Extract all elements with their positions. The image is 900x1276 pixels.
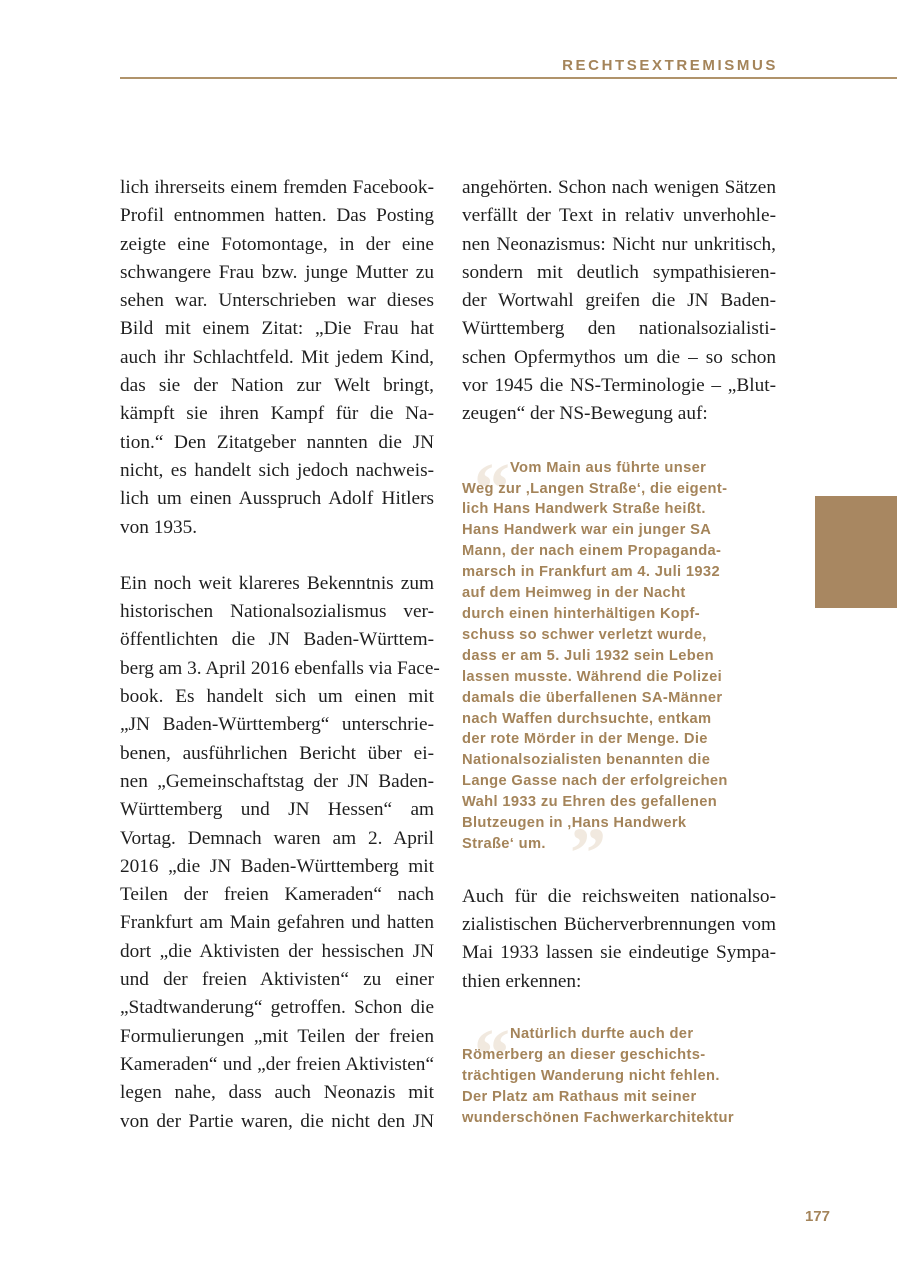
running-header: RECHTSEXTREMISMUS <box>562 57 778 74</box>
left-column <box>120 174 440 1136</box>
quote-line: Natürlich durfte auch der <box>510 1026 694 1043</box>
right-column <box>462 174 776 1129</box>
quote-line: schuss so schwer verletzt wurde, <box>462 626 707 643</box>
open-quote-mark-icon: “ <box>474 447 511 528</box>
text-line: Formulierungen „mit Teilen der freien <box>120 1025 434 1047</box>
text-line: „JN Baden-Württemberg“ unterschrie- <box>120 714 434 736</box>
text-line: lich um einen Ausspruch Adolf Hitlers <box>120 488 434 510</box>
block-quote <box>462 447 776 893</box>
quote-line: durch einen hinterhältigen Kopf- <box>462 606 701 623</box>
text-line: thien erkennen: <box>462 970 582 992</box>
text-line: „Stadtwanderung“ getroffen. Schon die <box>120 997 434 1019</box>
text-line: benen, ausführlichen Bericht über ei- <box>120 742 434 764</box>
text-line: Ein noch weit klareres Bekenntnis zum <box>120 572 434 594</box>
text-line: Frankfurt am Main gefahren und hatten <box>120 912 434 934</box>
quote-line: Blutzeugen in ‚Hans Handwerk <box>462 815 687 832</box>
body-paragraph <box>120 174 434 542</box>
quote-line: Lange Gasse nach der erfolgreichen <box>462 773 728 790</box>
text-line: nicht, es handelt sich jedoch nachweis- <box>120 459 434 481</box>
quote-line: lassen musste. Während die Polizei <box>462 668 723 685</box>
text-line: tion.“ Den Zitatgeber nannten die JN <box>120 431 434 453</box>
chapter-side-tab <box>815 496 897 608</box>
text-line: Württemberg und JN Hessen“ am <box>120 799 434 821</box>
text-line: der Wortwahl greifen die JN Baden- <box>462 290 776 312</box>
text-line: vor 1945 die NS-Terminologie – „Blut- <box>462 375 776 397</box>
text-line: von 1935. <box>120 516 198 538</box>
text-line: Mai 1933 lassen sie eindeutige Sympa- <box>462 942 776 964</box>
text-line: dort „die Aktivisten der hessischen JN <box>120 940 434 962</box>
quote-line: der rote Mörder in der Menge. Die <box>462 731 708 748</box>
quote-line: marsch in Frankfurt am 4. Juli 1932 <box>462 564 720 581</box>
text-line: nen „Gemeinschaftstag der JN Baden- <box>120 770 434 792</box>
text-line: sondern mit deutlich sympathisieren- <box>462 261 776 283</box>
text-line: Profil entnommen hatten. Das Posting <box>120 205 434 227</box>
quote-line: damals die überfallenen SA-Männer <box>462 689 723 706</box>
text-line: Württemberg den nationalsozialisti- <box>462 318 776 340</box>
text-line: zeigte eine Fotomontage, in der eine <box>120 233 434 255</box>
quote-line: Nationalsozialisten benannten die <box>462 752 711 769</box>
text-line: legen nahe, dass auch Neonazis mit <box>120 1082 434 1104</box>
text-line: öffentlichten die JN Baden-Württem- <box>120 629 434 651</box>
text-line: kämpft sie ihren Kampf für die Na- <box>120 403 434 425</box>
quote-line: trächtigen Wanderung nicht fehlen. <box>462 1067 720 1084</box>
quote-line: Weg zur ‚Langen Straße‘, die eigent- <box>462 480 728 497</box>
text-line: zialistischen Bücherverbrennungen vom <box>462 914 776 936</box>
quote-line: nach Waffen durchsuchte, entkam <box>462 710 712 727</box>
text-line: Bild mit einem Zitat: „Die Frau hat <box>120 318 434 340</box>
text-line: lich ihrerseits einem fremden Facebook- <box>120 177 434 198</box>
quote-line: dass er am 5. Juli 1932 sein Leben <box>462 647 714 664</box>
text-line: schen Opfermythos um die – so schon <box>462 346 776 368</box>
quote-line: Hans Handwerk war ein junger SA <box>462 522 712 539</box>
text-line: sehen war. Unterschrieben war dieses <box>120 290 434 312</box>
body-paragraph <box>462 883 776 996</box>
quote-line: auf dem Heimweg in der Nacht <box>462 585 686 602</box>
open-quote-mark-icon: “ <box>474 1014 511 1095</box>
text-line: 2016 „die JN Baden-Württemberg mit <box>120 855 434 877</box>
text-line: Vortag. Demnach waren am 2. April <box>120 827 434 849</box>
text-line: und der freien Aktivisten“ zu einer <box>120 969 434 991</box>
body-paragraph <box>462 174 776 429</box>
page-number: 177 <box>804 1208 830 1225</box>
quote-line: Mann, der nach einem Propaganda- <box>462 543 722 560</box>
text-line: von der Partie waren, die nicht den JN <box>120 1110 434 1132</box>
header-rule <box>120 77 897 79</box>
quote-line: wunderschönen Fachwerkarchitektur <box>462 1109 734 1126</box>
text-line: das sie der Nation zur Welt bringt, <box>120 375 434 397</box>
text-line: schwangere Frau bzw. junge Mutter zu <box>120 261 434 283</box>
quote-line: Wahl 1933 zu Ehren des gefallenen <box>462 794 718 811</box>
body-paragraph <box>120 570 440 1136</box>
quote-line: Römerberg an dieser geschichts- <box>462 1046 706 1063</box>
text-line: angehörten. Schon nach wenigen Sätzen <box>462 177 776 198</box>
text-line: berg am 3. April 2016 ebenfalls via Face- <box>120 657 440 679</box>
text-line: auch ihr Schlachtfeld. Mit jedem Kind, <box>120 346 434 368</box>
text-line: Auch für die reichsweiten nationalso- <box>462 885 776 907</box>
text-line: zeugen“ der NS-Bewegung auf: <box>462 403 708 425</box>
text-line: book. Es handelt sich um einen mit <box>120 686 434 708</box>
block-quote <box>462 1014 776 1129</box>
text-line: nen Neonazismus: Nicht nur unkritisch, <box>462 233 776 255</box>
text-line: Kameraden“ und „der freien Aktivisten“ <box>120 1053 434 1075</box>
text-line: historischen Nationalsozialismus ver- <box>120 601 434 623</box>
close-quote-mark-icon: ” <box>570 812 607 893</box>
text-line: Teilen der freien Kameraden“ nach <box>120 884 434 906</box>
text-line: verfällt der Text in relativ unverhohle- <box>462 205 776 227</box>
quote-line: Der Platz am Rathaus mit seiner <box>462 1088 697 1105</box>
quote-line: Vom Main aus führte unser <box>510 459 707 476</box>
quote-line: Straße‘ um. <box>462 835 546 852</box>
quote-line: lich Hans Handwerk Straße heißt. <box>462 501 706 518</box>
